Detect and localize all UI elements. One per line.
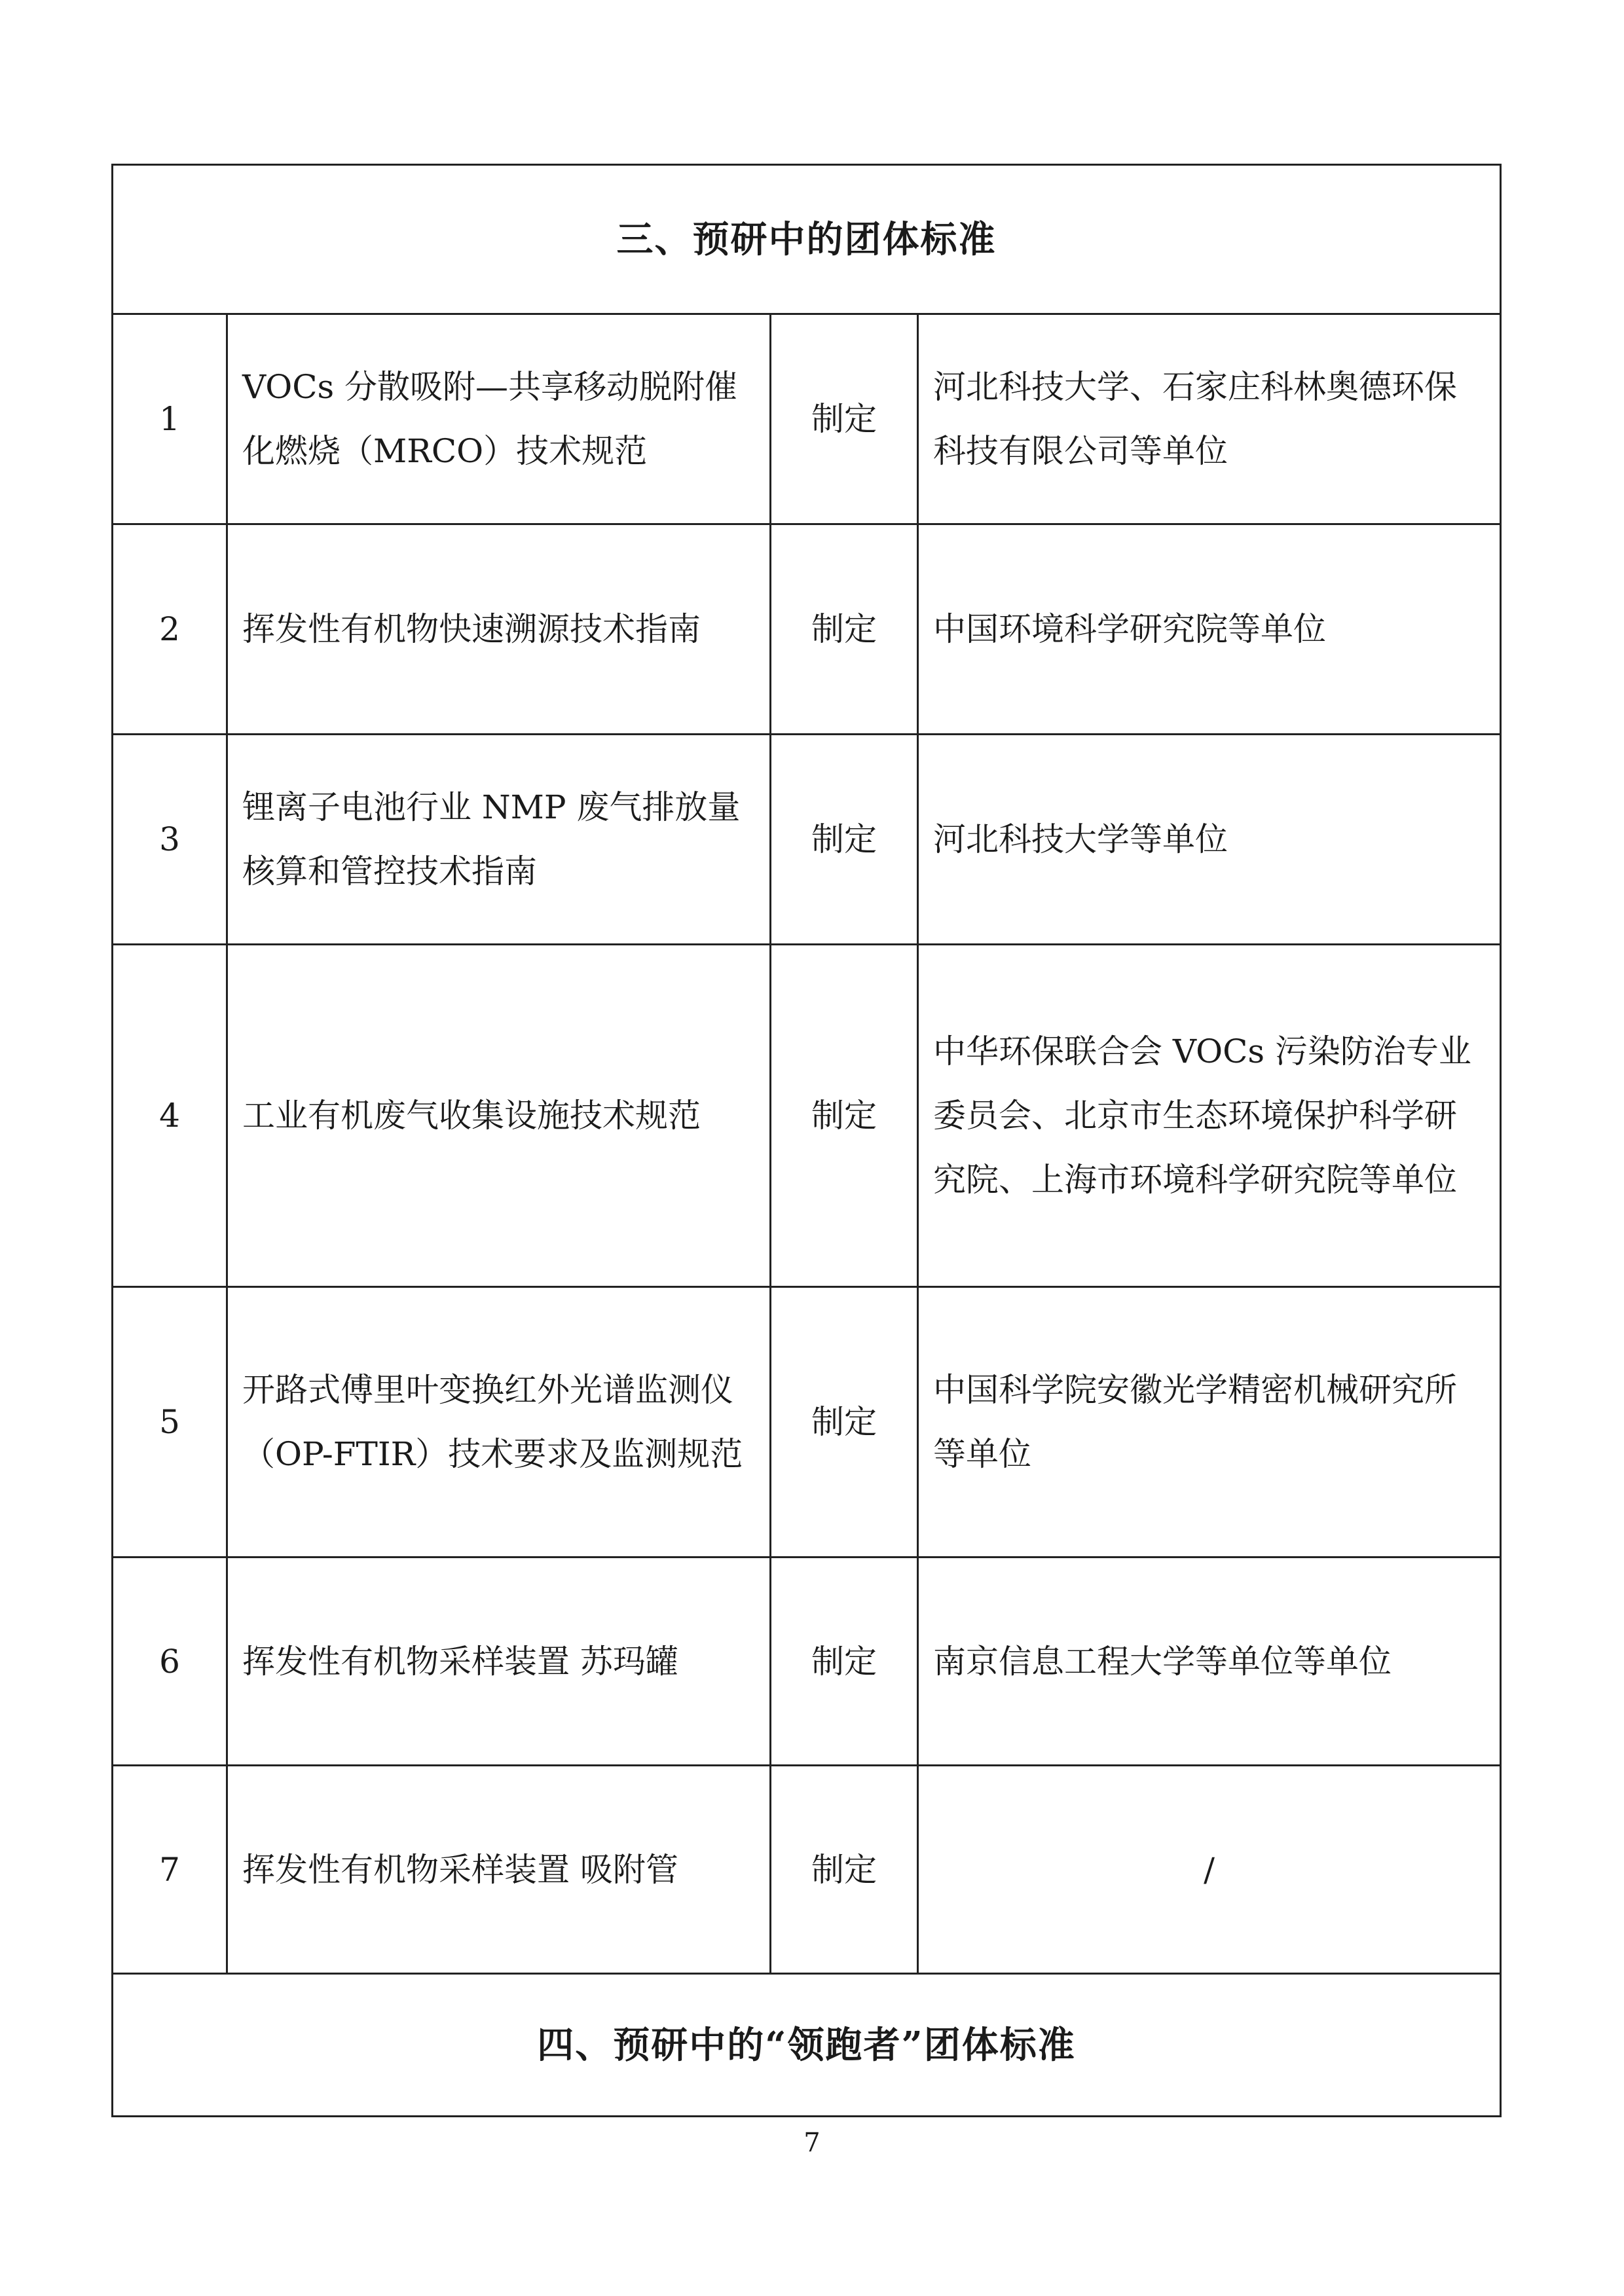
table-row xyxy=(113,735,1501,945)
page-number: 7 xyxy=(803,2128,821,2158)
organization: 河北科技大学、石家庄科林奥德环保科技有限公司等单位 xyxy=(918,314,1501,524)
row-number: 1 xyxy=(113,314,227,524)
standard-type: 制定 xyxy=(771,1766,918,1974)
table-row xyxy=(113,945,1501,1287)
table-row xyxy=(113,524,1501,735)
row-number: 2 xyxy=(113,524,227,735)
section-heading-row xyxy=(113,1974,1501,2117)
table-row xyxy=(113,1558,1501,1766)
row-number: 4 xyxy=(113,945,227,1287)
row-number: 7 xyxy=(113,1766,227,1974)
standard-name: 挥发性有机物快速溯源技术指南 xyxy=(227,524,771,735)
organization: 中华环保联合会 VOCs 污染防治专业委员会、北京市生态环境保护科学研究院、上海市环境科学研究院等单位 xyxy=(918,945,1501,1287)
standard-name: 工业有机废气收集设施技术规范 xyxy=(227,945,771,1287)
standard-type: 制定 xyxy=(771,945,918,1287)
section-heading: 三、预研中的团体标准 xyxy=(113,165,1501,314)
standard-name: 开路式傅里叶变换红外光谱监测仪（OP-FTIR）技术要求及监测规范 xyxy=(227,1287,771,1558)
standard-type: 制定 xyxy=(771,735,918,945)
standard-type: 制定 xyxy=(771,1287,918,1558)
table-row xyxy=(113,1766,1501,1974)
standard-name: 挥发性有机物采样装置 苏玛罐 xyxy=(227,1558,771,1766)
table-row xyxy=(113,1287,1501,1558)
standard-name: 锂离子电池行业 NMP 废气排放量核算和管控技术指南 xyxy=(227,735,771,945)
organization: 中国科学院安徽光学精密机械研究所等单位 xyxy=(918,1287,1501,1558)
standards-table xyxy=(111,164,1502,2117)
row-number: 5 xyxy=(113,1287,227,1558)
section-heading: 四、预研中的“领跑者”团体标准 xyxy=(113,1974,1501,2117)
standard-type: 制定 xyxy=(771,524,918,735)
row-number: 6 xyxy=(113,1558,227,1766)
organization: 河北科技大学等单位 xyxy=(918,735,1501,945)
organization: / xyxy=(918,1766,1501,1974)
organization: 南京信息工程大学等单位等单位 xyxy=(918,1558,1501,1766)
standard-type: 制定 xyxy=(771,314,918,524)
section-heading-row xyxy=(113,165,1501,314)
organization: 中国环境科学研究院等单位 xyxy=(918,524,1501,735)
standard-type: 制定 xyxy=(771,1558,918,1766)
standard-name: 挥发性有机物采样装置 吸附管 xyxy=(227,1766,771,1974)
table-row xyxy=(113,314,1501,524)
standard-name: VOCs 分散吸附—共享移动脱附催化燃烧（MRCO）技术规范 xyxy=(227,314,771,524)
row-number: 3 xyxy=(113,735,227,945)
